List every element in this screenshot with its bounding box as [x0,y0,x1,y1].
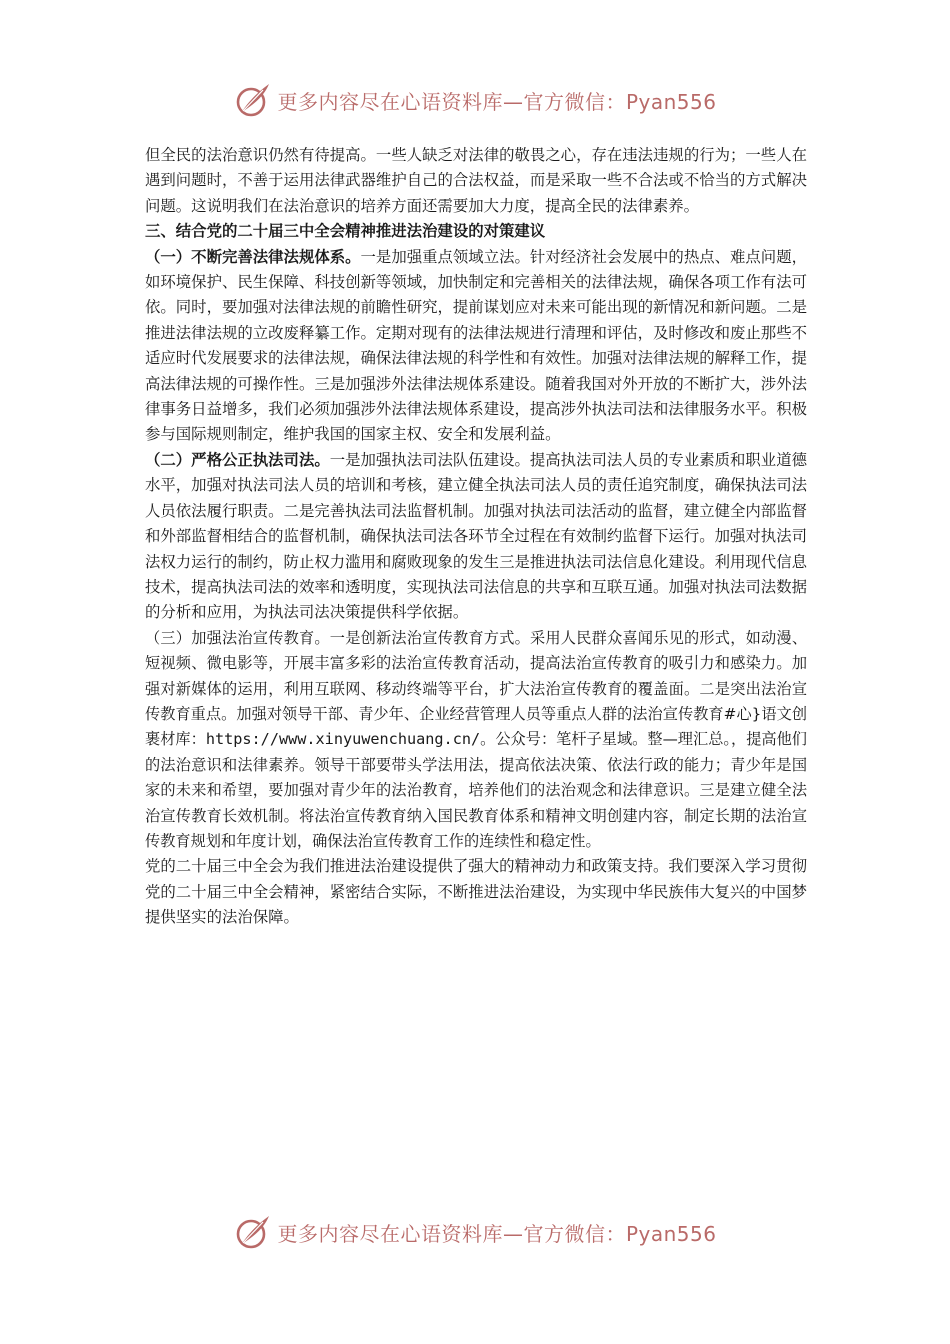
paragraph-s1 [145,245,807,448]
s1-body: 一是加强重点领域立法。针对经济社会发展中的热点、难点问题，如环境保护、民生保障、科技创新等领域，加快制定和完善相关的法律法规，确保各项工作有法可依。同时，要加强对法律法规的前瞻性研究，提前谋划应对未来可能出现的新情况和新问题。二是推进法律法规的立改废释纂工作。定期对现有的法律法规进行清理和评估，及时修改和废止那些不适应时代发展要求的法律法规，确保法律法规的科学性和有效性。加强对法律法规的解释工作，提高法律法规的可操作性。三是加强涉外法律法规体系建设。随着我国对外开放的不断扩大，涉外法律事务日益增多，我们必须加强涉外法律法规体系建设，提高涉外执法司法和法律服务水平。积极参与国际规则制定，维护我国的国家主权、安全和发展利益。 [145,247,807,444]
watermark-banner-bottom [0,1210,950,1254]
paragraph-s3 [145,626,807,855]
s3-part1: （三）加强法治宣传教育。一是创新法治宣传教育方式。采用人民群众喜闻乐见的形式，如动漫、短视频、微电影等，开展丰富多彩的法治宣传教育活动，提高法治宣传教育的吸引力和感染力。加强对新媒体的运用，利用互联网、移动终端等平台，扩大法治宣传教育的覆盖面。二是突出法治宣传教育重点。加强对领导干部、青少年、企业经营管理人员等重点人群的法治宣传教育 [145,628,807,723]
s2-body: 一是加强执法司法队伍建设。提高执法司法人员的专业素质和职业道德水平，加强对执法司法人员的培训和考核，建立健全执法司法人员的责任追究制度，确保执法司法人员依法履行职责。二是完善执法司法监督机制。加强对执法司法活动的监督，建立健全内部监督和外部监督相结合的监督机制，确保执法司法各环节全过程在有效制约监督下运行。加强对执法司法权力运行的制约，防止权力滥用和腐败现象的发生三是推进执法司法信息化建设。利用现代信息技术，提高执法司法的效率和透明度，实现执法司法信息的共享和互联互通。加强对执法司法数据的分析和应用，为执法司法决策提供科学依据。 [145,450,807,622]
s3-mark: #心}语文创裹材库： [145,704,808,749]
watermark-text: 更多内容尽在心语资料库—官方微信：Pyan556 [277,1221,717,1246]
s3-url: https://www.xinyuwenchuang.cn/ [205,730,481,749]
quill-pen-circle-icon [233,80,273,120]
watermark-text: 更多内容尽在心语资料库—官方微信：Pyan556 [277,89,717,114]
s2-title: （二）严格公正执法司法。 [145,450,330,469]
paragraph-s2 [145,448,807,626]
quill-pen-circle-icon [233,1212,273,1252]
s1-title: （一）不断完善法律法规体系。 [145,247,361,266]
watermark-banner-top [0,78,950,122]
paragraph-conclusion: 党的二十届三中全会为我们推进法治建设提供了强大的精神动力和政策支持。我们要深入学习贯彻党的二十届三中全会精神，紧密结合实际，不断推进法治建设，为实现中华民族伟大复兴的中国梦提供坚实的法治保障。 [145,857,807,927]
paragraph-intro: 但全民的法治意识仍然有待提高。一些人缺乏对法律的敬畏之心，存在违法违规的行为；一些人在遇到问题时，不善于运用法律武器维护自己的合法权益，而是采取一些不合法或不恰当的方式解决问题。这说明我们在法治意识的培养方面还需要加大力度，提高全民的法律素养。 [145,146,807,215]
document-body [145,143,807,931]
section-heading: 三、结合党的二十届三中全会精神推进法治建设的对策建议 [145,222,546,241]
s3-part2: 。公众号：笔杆子星域。整—理汇总。，提高他们的法治意识和法律素养。领导干部要带头学法用法，提高依法决策、依法行政的能力；青少年是国家的未来和希望，要加强对青少年的法治教育，培养他们的法治观念和法律意识。三是建立健全法治宣传教育长效机制。将法治宣传教育纳入国民教育体系和精神文明创建内容，制定长期的法治宣传教育规划和年度计划，确保法治宣传教育工作的连续性和稳定性。 [145,730,807,850]
